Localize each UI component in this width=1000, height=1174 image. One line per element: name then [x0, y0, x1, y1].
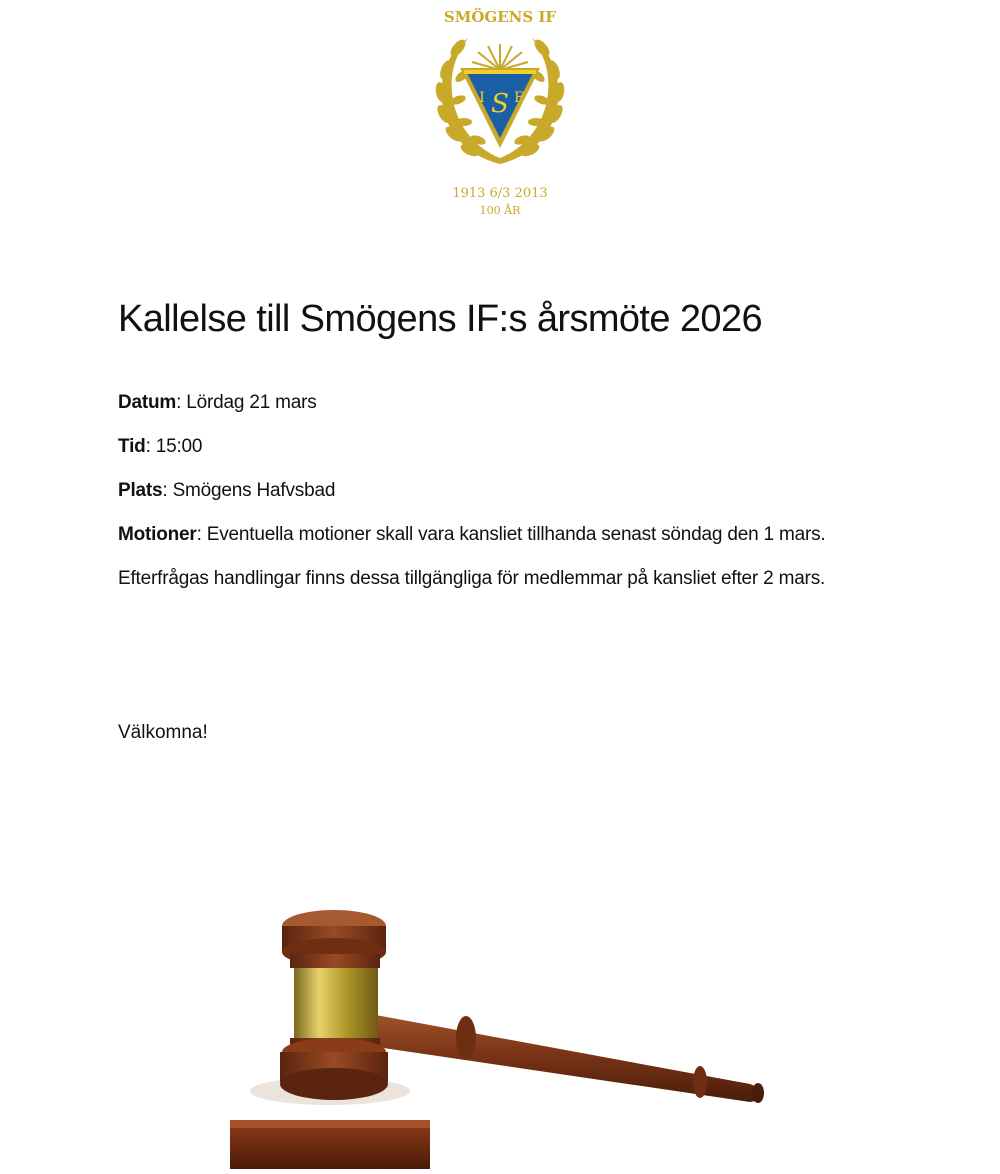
place-value: : Smögens Hafvsbad — [162, 480, 336, 501]
logo-monogram-s: S — [491, 89, 509, 119]
gavel-icon — [230, 896, 790, 1169]
time-value: : 15:00 — [145, 436, 203, 457]
logo-years: 1913 6/3 2013 — [452, 186, 548, 201]
date-line — [118, 388, 878, 418]
documents-line: Efterfrågas handlingar finns dessa tillgängliga för medlemmar på kansliet efter 2 mars. — [118, 568, 826, 589]
logo-monogram-i: I — [479, 90, 485, 106]
page-title: Kallelse till Smögens IF:s årsmöte 2026 — [118, 298, 763, 340]
time-label: Tid — [118, 436, 146, 457]
place-label: Plats — [118, 480, 163, 501]
motions-label: Motioner — [118, 524, 197, 545]
date-label: Datum — [118, 392, 177, 413]
welcome-text: Välkomna! — [118, 722, 208, 743]
time-line — [118, 432, 878, 462]
place-line — [118, 476, 878, 506]
logo-monogram-f: F — [514, 90, 524, 106]
motions-line — [118, 520, 878, 550]
club-logo — [420, 4, 580, 222]
date-value: : Lördag 21 mars — [176, 392, 317, 413]
logo-anniversary: 100 ÅR — [479, 204, 521, 217]
motions-value: : Eventuella motioner skall vara kansliet tillhanda senast söndag den 1 mars. — [196, 524, 826, 545]
notice-body — [118, 388, 878, 608]
logo-name: SMÖGENS IF — [443, 8, 557, 26]
club-emblem-icon — [420, 4, 580, 222]
